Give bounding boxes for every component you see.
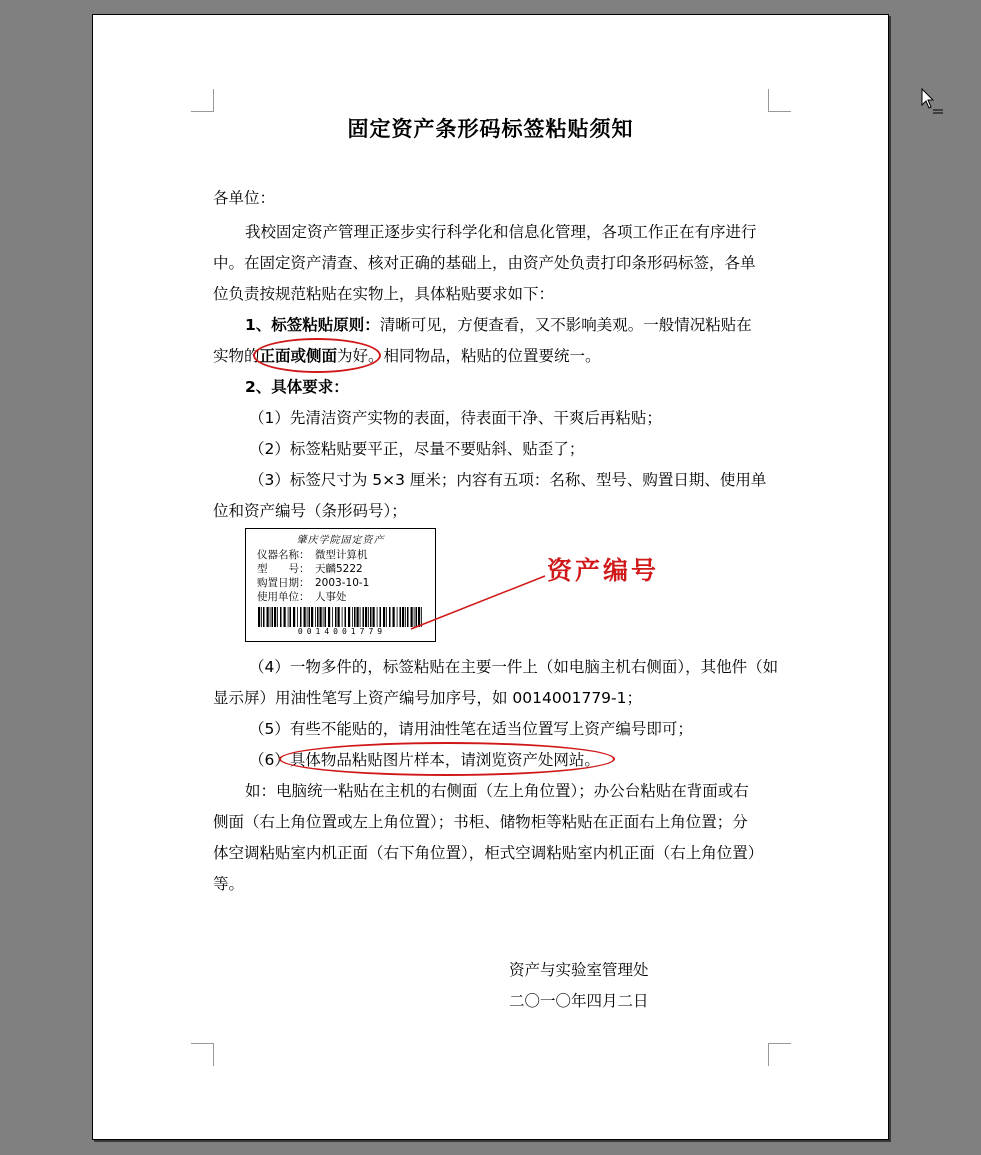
- principle-heading: 1、标签粘贴原则：: [245, 316, 380, 334]
- label-row-unit: 使用单位： 人事处: [257, 591, 347, 603]
- example-line-4: 等。: [213, 875, 245, 893]
- example-line-3: 体空调粘贴室内机正面（右下角位置），柜式空调粘贴室内机正面（右上角位置）: [213, 844, 764, 862]
- label-header: 肇庆学院固定资产: [296, 535, 385, 546]
- principle-text-2-pre: 实物的: [213, 347, 260, 365]
- intro-line-2: 中。在固定资产清查、核对正确的基础上，由资产处负责打印条形码标签，各单: [213, 254, 756, 272]
- document-page: [92, 14, 889, 1140]
- asset-number-callout: 资产编号: [547, 556, 660, 585]
- arrow-cursor-icon: [921, 88, 945, 118]
- barcode-number: 0014001779: [297, 627, 387, 636]
- intro-line-3: 位负责按规范粘贴在实物上，具体粘贴要求如下：: [213, 285, 555, 303]
- requirement-3-line-1: （3）标签尺寸为 5×3 厘米；内容有五项：名称、型号、购置日期、使用单: [249, 471, 767, 489]
- requirement-3-line-2: 位和资产编号（条形码号）；: [213, 502, 407, 520]
- signature-organization: 资产与实验室管理处: [509, 961, 649, 979]
- requirement-5: （5）有些不能贴的，请用油性笔在适当位置写上资产编号即可；: [249, 720, 693, 738]
- label-row-model: 型 号： 天麟5222: [257, 563, 363, 575]
- principle-text-2-post: 为好。相同物品，粘贴的位置要统一。: [337, 347, 601, 365]
- requirement-1: （1）先清洁资产实物的表面，待表面干净、干爽后再粘贴；: [249, 409, 662, 427]
- specific-heading: 2、具体要求：: [245, 378, 349, 396]
- requirement-6: （6）具体物品粘贴图片样本，请浏览资产处网站。: [249, 751, 600, 769]
- requirement-4-line-2: 显示屏）用油性笔写上资产编号加序号，如 0014001779-1；: [213, 689, 642, 707]
- document-title: 固定资产条形码标签粘贴须知: [347, 116, 634, 141]
- signature-date: 二〇一〇年四月二日: [509, 992, 649, 1010]
- label-row-name: 仪器名称： 微型计算机: [257, 549, 368, 561]
- requirement-2: （2）标签粘贴要平正，尽量不要贴斜、贴歪了；: [249, 440, 585, 458]
- example-line-1: 如：电脑统一粘贴在主机的右侧面（左上角位置）；办公台粘贴在背面或右: [245, 782, 749, 800]
- principle-text-2-bold: 正面或侧面: [259, 347, 338, 365]
- example-line-2: 侧面（右上角位置或左上角位置）；书柜、储物柜等粘贴在正面右上角位置；分: [213, 813, 748, 831]
- salutation: 各单位：: [213, 189, 276, 207]
- requirement-4-line-1: （4）一物多件的，标签粘贴在主要一件上（如电脑主机右侧面），其他件（如: [249, 658, 779, 676]
- principle-text-1: 清晰可见，方便查看，又不影响美观。一般情况粘贴在: [379, 316, 752, 334]
- highlight-oval-website: [279, 742, 615, 776]
- intro-line-1: 我校固定资产管理正逐步实行科学化和信息化管理，各项工作正在有序进行: [245, 223, 757, 241]
- label-row-date: 购置日期： 2003-10-1: [257, 577, 370, 589]
